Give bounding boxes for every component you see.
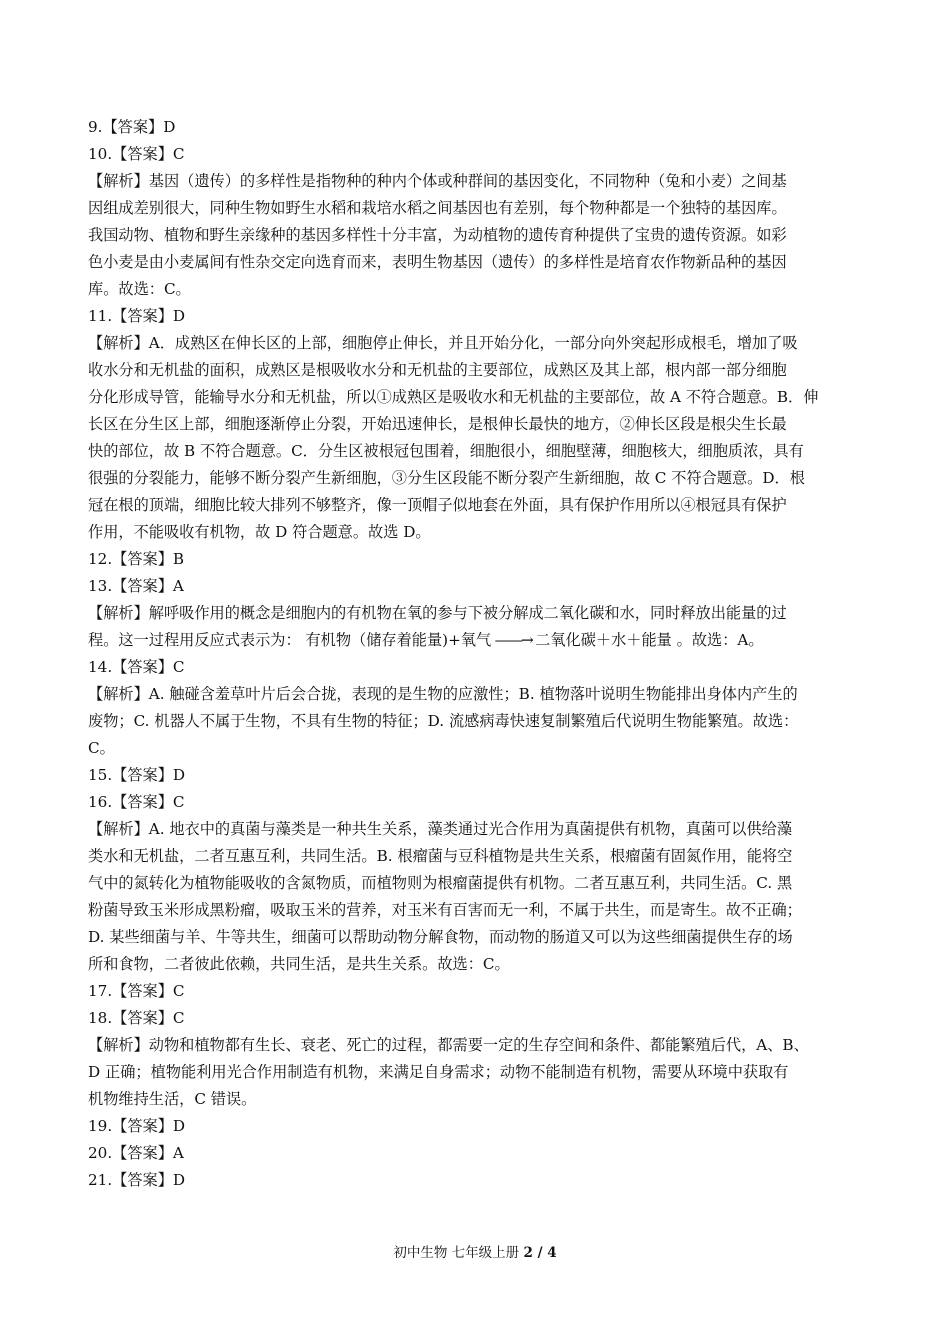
answer-entry: [88, 789, 868, 978]
page-footer: [0, 1243, 950, 1263]
page-total: 4: [547, 1245, 557, 1261]
analysis-line: 粉菌导致玉米形成黑粉瘤，吸取玉米的营养，对玉米有百害而无一利，不属于共生，而是寄生。故不正确；: [88, 901, 802, 919]
analysis-line: 我国动物、植物和野生亲缘种的基因多样性十分丰富，为动植物的遗传育种提供了宝贵的遗传资源。如彩: [88, 226, 787, 244]
answer-line: 11.【答案】D: [88, 307, 186, 325]
analysis-line: 作用，不能吸收有机物，故 D 符合题意。故选 D。: [88, 523, 431, 541]
equation-suffix: 二氧化碳＋水＋能量 。故选：A。: [535, 631, 764, 649]
analysis-line: 【解析】基因（遗传）的多样性是指物种的种内个体或种群间的基因变化，不同物种（兔和小麦）之间基: [88, 172, 787, 190]
answer-line: 17.【答案】C: [88, 982, 185, 1000]
analysis-line: 气中的氮转化为植物能吸收的含氮物质，而植物则为根瘤菌提供有机物。二者互惠互利，共同生活。C. 黑: [88, 874, 793, 892]
answer-line: 12.【答案】B: [88, 550, 185, 568]
analysis-line: 所和食物，二者彼此依赖，共同生活，是共生关系。故选：C。: [88, 955, 510, 973]
analysis-line: 色小麦是由小麦属间有性杂交定向选育而来，表明生物基因（遗传）的多样性是培育农作物新品种的基因: [88, 253, 787, 271]
reaction-equation: [88, 627, 868, 654]
analysis-line: 很强的分裂能力，能够不断分裂产生新细胞，③分生区段能不断分裂产生新细胞，故 C 不符合题意。D．根: [88, 469, 805, 487]
answer-line: 14.【答案】C: [88, 658, 185, 676]
answer-line: 18.【答案】C: [88, 1009, 185, 1027]
analysis-line: D 正确；植物能利用光合作用制造有机物，来满足自身需求；动物不能制造有机物，需要从环境中获取有: [88, 1063, 789, 1081]
answer-entry: [88, 654, 868, 762]
answer-line: 13.【答案】A: [88, 577, 184, 595]
answer-line: 15.【答案】D: [88, 766, 186, 784]
analysis-line: 冠在根的顶端，细胞比较大排列不够整齐，像一顶帽子似地套在外面，具有保护作用所以④根冠具有保护: [88, 496, 787, 514]
analysis-line: 【解析】A. 触碰含羞草叶片后会合拢，表现的是生物的应激性；B. 植物落叶说明生物能排出身体内产生的: [88, 685, 798, 703]
reaction-arrow-icon: ——→: [494, 631, 532, 649]
answer-line: 20.【答案】A: [88, 1144, 184, 1162]
answer-content: [88, 114, 868, 1194]
analysis-line: 收水分和无机盐的面积，成熟区是根吸收水分和无机盐的主要部位，成熟区及其上部，根内部一部分细胞: [88, 361, 787, 379]
answer-line: 10.【答案】C: [88, 145, 185, 163]
answer-line: 19.【答案】D: [88, 1117, 186, 1135]
answer-line: 9.【答案】D: [88, 118, 176, 136]
analysis-line: 废物；C. 机器人不属于生物，不具有生物的特征；D. 流感病毒快速复制繁殖后代说明生物能繁殖。故选：: [88, 712, 799, 730]
analysis-line: 机物维持生活，C 错误。: [88, 1090, 257, 1108]
analysis-line: 快的部位，故 B 不符合题意。C．分生区被根冠包围着，细胞很小，细胞壁薄，细胞核大，细胞质浓，具有: [88, 442, 804, 460]
answer-entry: [88, 1167, 868, 1194]
answer-entry: [88, 303, 868, 546]
page-separator: /: [532, 1245, 548, 1261]
analysis-line: 类水和无机盐，二者互惠互利，共同生活。B. 根瘤菌与豆科植物是共生关系，根瘤菌有固氮作用，能将空: [88, 847, 793, 865]
page-current: 2: [523, 1245, 533, 1261]
answer-entry: [88, 1140, 868, 1167]
answer-entry: [88, 546, 868, 573]
analysis-line: 【解析】A. 地衣中的真菌与藻类是一种共生关系，藻类通过光合作用为真菌提供有机物，真菌可以供给藻: [88, 820, 793, 838]
answer-entry: [88, 978, 868, 1005]
answer-entry: [88, 762, 868, 789]
answer-entry: [88, 1113, 868, 1140]
analysis-line: 库。故选：C。: [88, 280, 191, 298]
answer-entry: [88, 1005, 868, 1113]
answer-line: 16.【答案】C: [88, 793, 185, 811]
analysis-line: 因组成差别很大，同种生物如野生水稻和栽培水稻之间基因也有差别，每个物种都是一个独特的基因库。: [88, 199, 787, 217]
footer-label: 初中生物 七年级上册: [393, 1245, 524, 1261]
answer-line: 21.【答案】D: [88, 1171, 186, 1189]
equation-prefix: 程。这一过程用反应式表示为： 有机物（储存着能量)+氧气: [88, 631, 492, 649]
analysis-line: 【解析】A．成熟区在伸长区的上部，细胞停止伸长，并且开始分化，一部分向外突起形成根毛，增加了吸: [88, 334, 798, 352]
answer-entry: [88, 114, 868, 141]
analysis-line: D. 某些细菌与羊、牛等共生，细菌可以帮助动物分解食物，而动物的肠道又可以为这些细菌提供生存的场: [88, 928, 793, 946]
analysis-line: 【解析】解呼吸作用的概念是细胞内的有机物在氧的参与下被分解成二氧化碳和水，同时释放出能量的过: [88, 604, 787, 622]
answer-entry: [88, 573, 868, 654]
analysis-line: C。: [88, 739, 115, 757]
answer-entry: [88, 141, 868, 303]
analysis-line: 分化形成导管，能输导水分和无机盐，所以①成熟区是吸收水和无机盐的主要部位，故 A 不符合题意。B．伸: [88, 388, 819, 406]
analysis-line: 【解析】动物和植物都有生长、衰老、死亡的过程，都需要一定的生存空间和条件、都能繁殖后代，A、B、: [88, 1036, 809, 1054]
analysis-line: 长区在分生区上部，细胞逐渐停止分裂，开始迅速伸长，是根伸长最快的地方，②伸长区段是根尖生长最: [88, 415, 787, 433]
